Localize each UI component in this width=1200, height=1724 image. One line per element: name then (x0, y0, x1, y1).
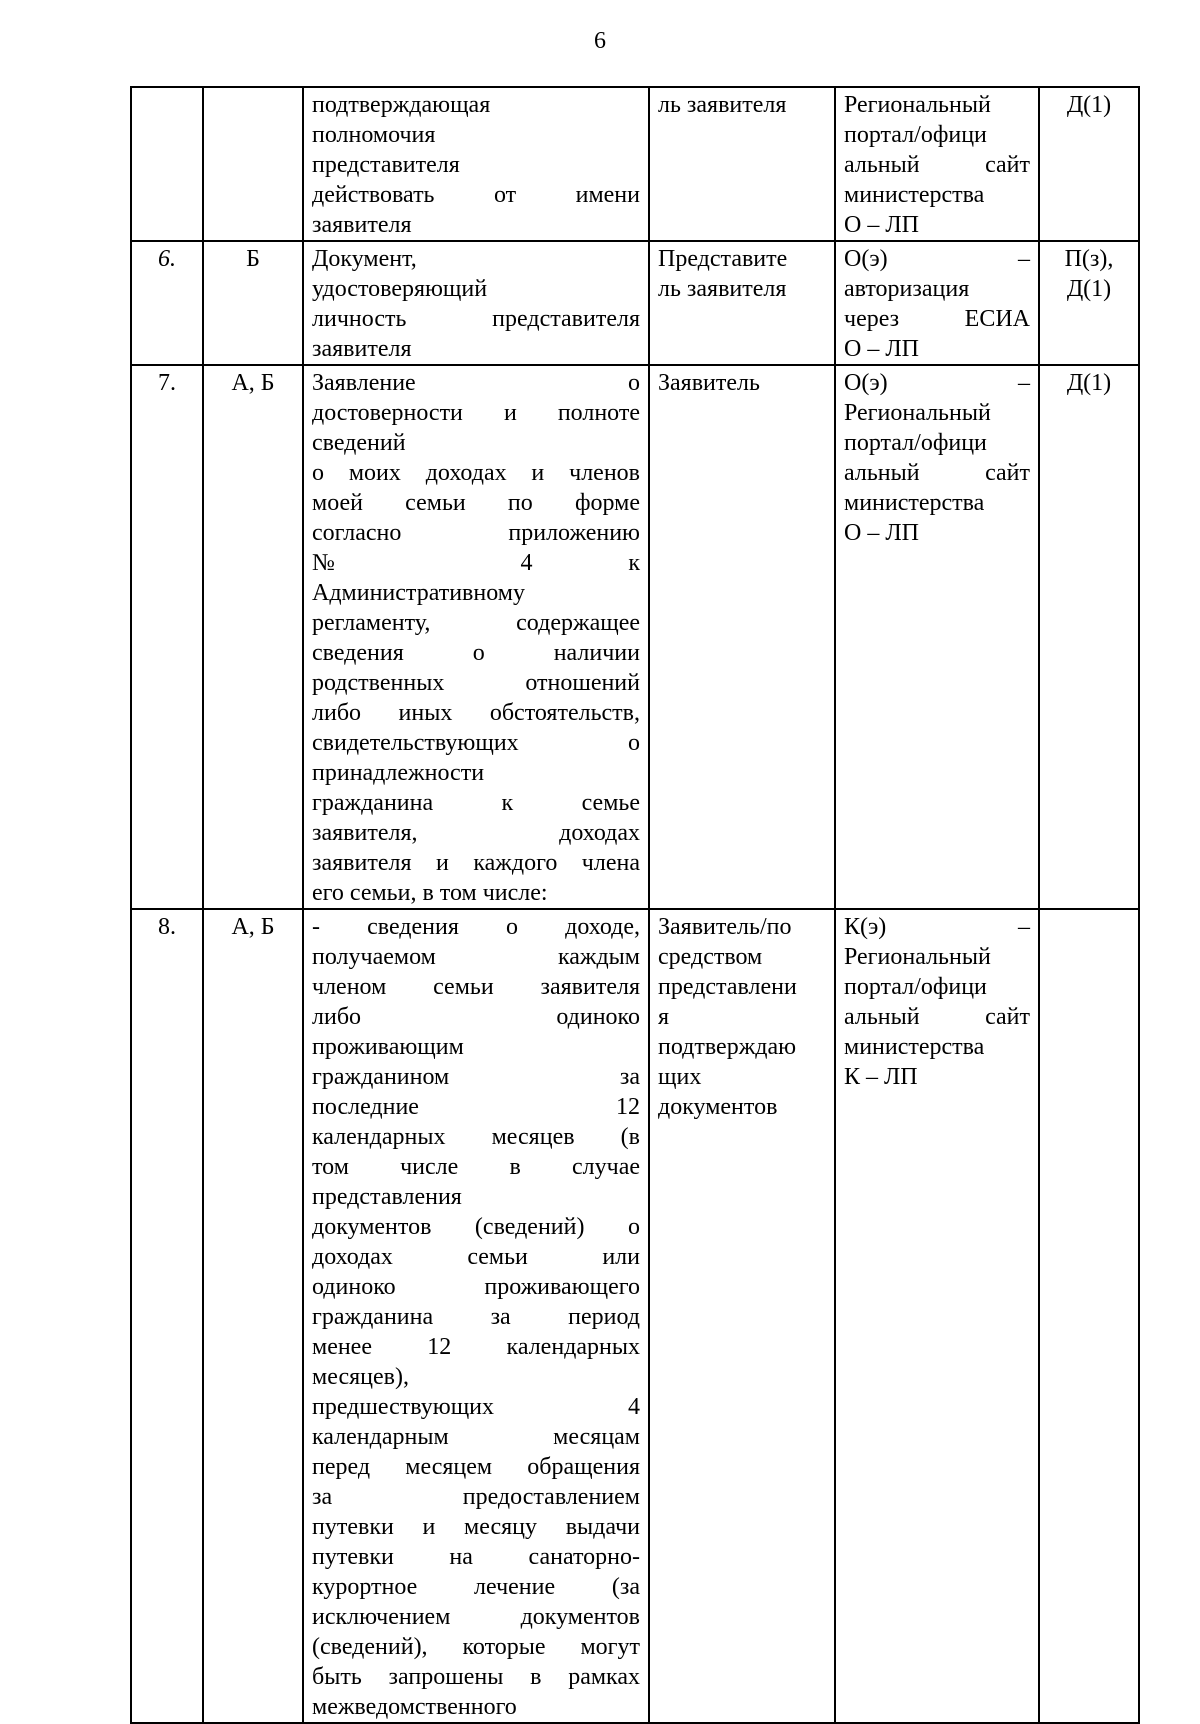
applicant-group-cell: А, Б (203, 909, 303, 1723)
cell-text-line: межведомственного (312, 1694, 517, 1720)
cell-text-line (1048, 912, 1130, 942)
cell-text-line: доходах семьи или (312, 1244, 640, 1270)
cell-text-line: согласно приложению (312, 520, 640, 546)
cell-text-line: сведений (312, 430, 406, 456)
document-description-cell (303, 87, 649, 241)
cell-text-line: я (658, 1004, 670, 1030)
cell-text-line: путевки на санаторно- (312, 1544, 640, 1570)
page-number: 6 (594, 28, 606, 54)
cell-text-line: подтверждаю (658, 1034, 797, 1060)
cell-text-line: быть запрошены в рамках (312, 1664, 640, 1690)
cell-text-line: календарным месяцам (312, 1424, 640, 1450)
cell-text-line: представлени (658, 974, 797, 1000)
applicant-group-cell: Б (203, 241, 303, 365)
submitter-cell (649, 241, 835, 365)
cell-text-line: через ЕСИА (844, 306, 1030, 332)
cell-text-line: гражданином за (312, 1064, 640, 1090)
submission-method-cell (835, 365, 1039, 909)
cell-text-line: Заявление о (312, 370, 640, 396)
applicant-group-cell: А, Б (203, 365, 303, 909)
submission-method-cell (835, 241, 1039, 365)
document-status-cell (1039, 87, 1139, 241)
cell-text-line: представителя (312, 152, 460, 178)
cell-text-line: регламенту, содержащее (312, 610, 640, 636)
cell-text-line: О(э) – (844, 246, 1030, 272)
cell-text-line: свидетельствующих о (312, 730, 640, 756)
cell-text-line: портал/офици (844, 974, 987, 1000)
cell-text-line: альный сайт (844, 1004, 1030, 1030)
cell-text-line: - сведения о доходе, (312, 914, 640, 940)
cell-text-line: представления (312, 1184, 462, 1210)
cell-text-line: Д(1) (1066, 92, 1112, 118)
cell-text-line: перед месяцем обращения (312, 1454, 640, 1480)
cell-text-line: исключением документов (312, 1604, 640, 1630)
cell-text-line: путевки и месяцу выдачи (312, 1514, 640, 1540)
cell-text-line: Региональный (844, 92, 991, 118)
cell-text-line: либо одиноко (312, 1004, 640, 1030)
cell-text-line: (сведений), которые могут (312, 1634, 640, 1660)
submission-method-cell (835, 909, 1039, 1723)
cell-text-line: принадлежности (312, 760, 485, 786)
cell-text-line: сведения о наличии (312, 640, 640, 666)
cell-text-line: альный сайт (844, 152, 1030, 178)
documents-table-body (131, 87, 1139, 1723)
row-number-cell: 6. (131, 241, 203, 365)
cell-text-line: месяцев), (312, 1364, 409, 1390)
cell-text-line: заявителя, доходах (312, 820, 640, 846)
cell-text-line: менее 12 календарных (312, 1334, 640, 1360)
cell-text-line: членом семьи заявителя (312, 974, 640, 1000)
cell-text-line: Заявитель/по (658, 914, 792, 940)
cell-text-line: О – ЛП (844, 212, 919, 238)
cell-text-line: Заявитель (658, 370, 760, 396)
cell-text-line: за предоставлением (312, 1484, 640, 1510)
cell-text-line: календарных месяцев (в (312, 1124, 640, 1150)
applicant-group-cell (203, 87, 303, 241)
cell-text-line: ль заявителя (658, 92, 787, 118)
cell-text-line: достоверности и полноте (312, 400, 640, 426)
cell-text-line: документов (сведений) о (312, 1214, 640, 1240)
cell-text-line: альный сайт (844, 460, 1030, 486)
cell-text-line: курортное лечение (за (312, 1574, 640, 1600)
cell-text-line: заявителя и каждого члена (312, 850, 640, 876)
cell-text-line: Д(1) (1066, 370, 1112, 396)
table-row (131, 909, 1139, 1723)
cell-text-line: том числе в случае (312, 1154, 640, 1180)
document-description-cell (303, 909, 649, 1723)
submitter-cell (649, 87, 835, 241)
table-row (131, 241, 1139, 365)
cell-text-line: родственных отношений (312, 670, 640, 696)
cell-text-line: полномочия (312, 122, 436, 148)
cell-text-line: К(э) – (844, 914, 1030, 940)
cell-text-line: Административному (312, 580, 525, 606)
cell-text-line: получаемом каждым (312, 944, 640, 970)
cell-text-line: портал/офици (844, 430, 987, 456)
submitter-cell (649, 365, 835, 909)
cell-text-line: Документ, (312, 246, 417, 272)
cell-text-line: одиноко проживающего (312, 1274, 640, 1300)
cell-text-line: действовать от имени (312, 182, 640, 208)
cell-text-line: личность представителя (312, 306, 640, 332)
cell-text-line: Региональный (844, 944, 991, 970)
cell-text-line: Региональный (844, 400, 991, 426)
cell-text-line: авторизация (844, 276, 970, 302)
cell-text-line: О – ЛП (844, 336, 919, 362)
documents-table (130, 86, 1140, 1724)
document-status-cell (1039, 365, 1139, 909)
cell-text-line: удостоверяющий (312, 276, 488, 302)
document-status-cell (1039, 909, 1139, 1723)
cell-text-line: министерства (844, 490, 985, 516)
cell-text-line: проживающим (312, 1034, 464, 1060)
cell-text-line: Представите (658, 246, 788, 272)
row-number-cell: 7. (131, 365, 203, 909)
cell-text-line: министерства (844, 182, 985, 208)
cell-text-line: № 4 к (312, 550, 640, 576)
row-number-cell: 8. (131, 909, 203, 1723)
cell-text-line: ль заявителя (658, 276, 787, 302)
cell-text-line: предшествующих 4 (312, 1394, 640, 1420)
cell-text-line: министерства (844, 1034, 985, 1060)
cell-text-line: документов (658, 1094, 778, 1120)
cell-text-line: гражданина за период (312, 1304, 640, 1330)
submitter-cell (649, 909, 835, 1723)
cell-text-line: моей семьи по форме (312, 490, 640, 516)
document-description-cell (303, 241, 649, 365)
table-row (131, 365, 1139, 909)
cell-text-line: либо иных обстоятельств, (312, 700, 640, 726)
cell-text-line: последние 12 (312, 1094, 640, 1120)
document-status-cell (1039, 241, 1139, 365)
cell-text-line: П(з), (1064, 246, 1114, 272)
cell-text-line: его семьи, в том числе: (312, 880, 548, 906)
cell-text-line: заявителя (312, 212, 412, 238)
cell-text-line: о моих доходах и членов (312, 460, 640, 486)
cell-text-line: портал/офици (844, 122, 987, 148)
cell-text-line: заявителя (312, 336, 412, 362)
document-description-cell (303, 365, 649, 909)
cell-text-line: средством (658, 944, 763, 970)
row-number-cell (131, 87, 203, 241)
cell-text-line: К – ЛП (844, 1064, 918, 1090)
cell-text-line: Д(1) (1066, 276, 1112, 302)
cell-text-line: гражданина к семье (312, 790, 640, 816)
cell-text-line: О – ЛП (844, 520, 919, 546)
cell-text-line: щих (658, 1064, 702, 1090)
cell-text-line: подтверждающая (312, 92, 491, 118)
submission-method-cell (835, 87, 1039, 241)
table-row (131, 87, 1139, 241)
cell-text-line: О(э) – (844, 370, 1030, 396)
